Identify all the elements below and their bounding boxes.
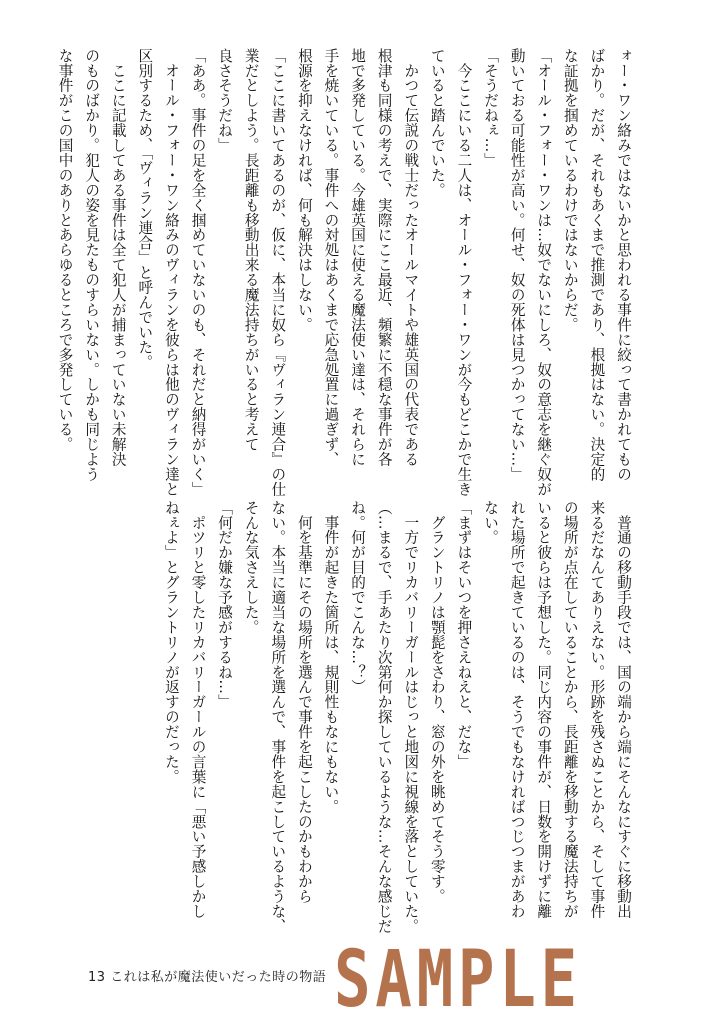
text-line: ね。何が目的でこんな…？） [349, 500, 367, 695]
page-footer [88, 966, 326, 985]
text-line: 今ここにいる二人は、オール・フォー・ワンが今もどこかで生き [455, 48, 473, 497]
text-line: ポツリと零したリカバリーガールの言葉に「悪い予感しかし [189, 500, 207, 919]
text-line: ない。本当に適当な場所を選んで、事件を起こしているような、 [269, 500, 287, 934]
sample-watermark: SAMPLE [334, 935, 582, 1025]
text-line: 事件が起きた箇所は、規則性もなにもない。 [322, 500, 340, 814]
text-line: 「何だか嫌な予感がするね…」 [216, 500, 234, 710]
text-line: な証拠を掴めているわけではないからだ。 [561, 48, 579, 333]
text-line: ばかり。だが、それもあくまで推測であり、根拠はない。決定的 [588, 48, 606, 482]
text-line: ねぇよ」とグラントリノが返すのだった。 [162, 500, 180, 785]
text-line: ここに記載してある事件は全て犯人が捕まっていない未解決 [109, 48, 127, 467]
text-line: 「ここに書いてあるのが、仮に、本当に奴ら『ヴィラン連合』の仕 [269, 48, 287, 497]
page-number: 13 [88, 970, 106, 985]
text-line: 動いておる可能性が高い。何せ、奴の死体は見つかってない…」 [508, 48, 526, 482]
text-line: ない。 [482, 500, 500, 545]
text-line: 地で多発している。今雄英国に使える魔法使い達は、それらに [349, 48, 367, 467]
text-line: オール・フォー・ワン絡みのヴィランを彼らは他のヴィラン達と [162, 48, 180, 497]
text-line: 良さそうだね」 [216, 48, 234, 153]
text-line: のものばかり。犯人の姿を見たものすらいない。しかも同じよう [83, 48, 101, 482]
text-line: 手を焼いている。事件への対処はあくまで応急処置に過ぎず、 [322, 48, 340, 467]
text-line: かつて伝説の戦士だったオールマイトや雄英国の代表である [402, 48, 420, 467]
text-line: 根源を抑えなければ、何も解決はしない。 [295, 48, 313, 333]
text-line: そんな気さえした。 [242, 500, 260, 635]
text-line: の場所が点在していることから、長距離を移動する魔法持ちが [561, 500, 579, 919]
text-line: ていると踏んでいた。 [428, 48, 446, 198]
text-line: 一方でリカバリーガールはじっと地図に視線を落としていた。 [402, 500, 420, 934]
book-title: これは私が魔法使いだった時の物語 [110, 970, 327, 985]
text-line: 業だとしよう。長距離も移動出来る魔法持ちがいると考えて [242, 48, 260, 452]
lower-text-block [76, 500, 636, 934]
text-line: （…まるで、手あたり次第何か探しているような…そんな感じだ [375, 500, 393, 934]
text-line: 「まずはそいつを押さえねえと、だな」 [455, 500, 473, 770]
text-line: な事件がこの国中のありとあらゆるところで多発している。 [56, 48, 74, 452]
text-line: 「そうだねぇ…」 [482, 48, 500, 168]
text-line: 普通の移動手段では、国の端から端にそんなにすぐに移動出 [615, 500, 632, 919]
text-line: グラントリノは顎髭をさわり、窓の外を眺めてそう零す。 [428, 500, 446, 904]
text-line: 「ああ。事件の足を全く掴めていないのも、それだと納得がいく」 [189, 48, 207, 497]
text-line: れた場所で起きているのは、そうでもなければつじつまがあわ [508, 500, 526, 919]
text-line: 何を基準にその場所を選んで事件を起こしたのかもわから [295, 500, 313, 904]
text-line: 区別するため、「ヴィラン連合」と呼んでいた。 [136, 48, 154, 370]
text-line: 根津も同様の考えで、実際にここ最近、頻繁に不穏な事件が各 [375, 48, 393, 467]
text-line: いると彼らは予想した。同じ内容の事件が、日数を開けずに離 [535, 500, 553, 919]
upper-text-block [56, 48, 636, 497]
text-line: ォー・ワン絡みではないかと思われる事件に絞って書かれてもの [615, 48, 632, 482]
text-line: 来るだなんてありえない。形跡を残さぬことから、そして事件 [588, 500, 606, 919]
text-line: 「オール・フォー・ワンは…奴でないにしろ、奴の意志を継ぐ奴が [535, 48, 553, 497]
